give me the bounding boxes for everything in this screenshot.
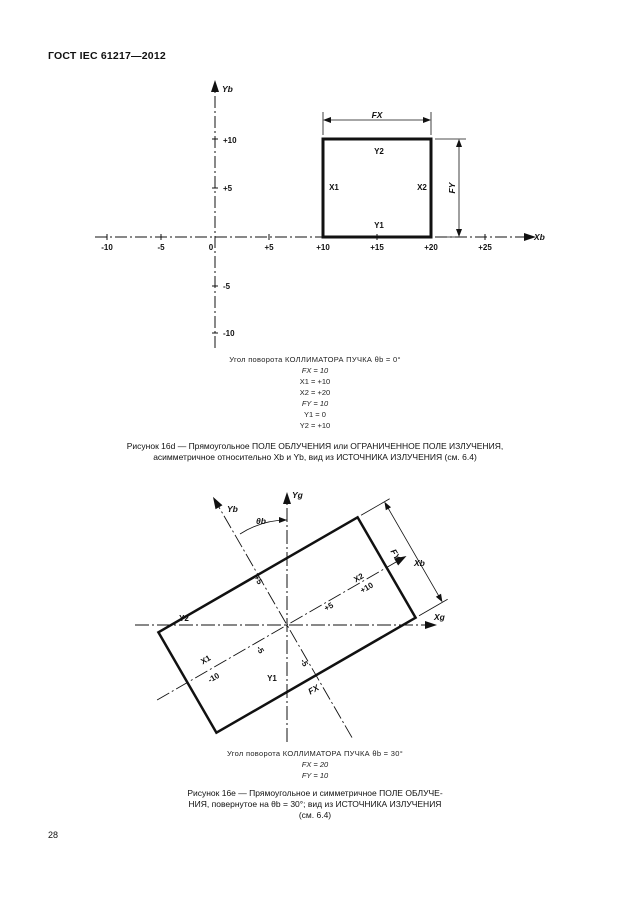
xg-axis-label: Xg xyxy=(434,612,445,622)
x2-label: X2 xyxy=(417,183,427,192)
x-tick-label: 0 xyxy=(208,243,214,252)
parameter-line: FY = 10 xyxy=(301,399,329,408)
x1-label: X1 xyxy=(199,653,213,667)
caption-line: НИЯ, повернутое на θb = 30°; вид из ИСТОЧНИКА ИЗЛУЧЕНИЯ xyxy=(188,799,442,809)
xb-axis-label: Xb xyxy=(534,232,545,242)
x-tick-label: +25 xyxy=(478,243,492,252)
xb-axis-label: Xb xyxy=(414,558,425,568)
tick-b-neg: -5 xyxy=(298,657,310,669)
y-tick-label: -10 xyxy=(223,329,235,338)
tick-minus10: -10 xyxy=(206,671,222,685)
y-tick-label: +10 xyxy=(223,136,237,145)
parameter-title: Угол поворота КОЛЛИМАТОРА ПУЧКА θb = 30° xyxy=(227,749,403,758)
parameter-line: FY = 10 xyxy=(301,771,329,780)
y-tick-label: -5 xyxy=(223,282,231,291)
y2-label: Y2 xyxy=(374,147,384,156)
page-header: ГОСТ IEC 61217—2012 xyxy=(48,50,166,62)
tick-plus5: +5 xyxy=(322,600,335,614)
y2-label: Y2 xyxy=(179,614,189,623)
yg-axis-label: Yg xyxy=(292,490,303,500)
parameter-line: Y1 = 0 xyxy=(304,410,326,419)
fx-label: FX xyxy=(306,682,321,697)
x1-label: X1 xyxy=(329,183,339,192)
x-tick-label: -10 xyxy=(101,243,113,252)
page-number: 28 xyxy=(48,830,59,840)
x-tick-label: +10 xyxy=(316,243,330,252)
fx-label: FX xyxy=(371,110,383,120)
figure-16e-caption xyxy=(80,788,550,821)
yb-axis xyxy=(217,504,352,738)
fy-label: FY xyxy=(447,182,457,194)
parameter-title: Угол поворота КОЛЛИМАТОРА ПУЧКА θb = 0° xyxy=(229,355,401,364)
caption-line: Рисунок 16е — Прямоугольное и симметричное ПОЛЕ ОБЛУЧЕ- xyxy=(187,788,443,798)
parameter-line: Y2 = +10 xyxy=(299,421,331,430)
parameter-line: X2 = +20 xyxy=(299,388,331,397)
parameter-line: FX = 20 xyxy=(301,760,329,769)
x2-label: X2 xyxy=(352,571,366,585)
y-tick-label: +5 xyxy=(223,184,233,193)
yb-axis-label: Yb xyxy=(222,84,233,94)
caption-line: (см. 6.4) xyxy=(298,810,332,820)
x-tick-label: -5 xyxy=(157,243,165,252)
x-tick-label: +5 xyxy=(264,243,274,252)
fy-label: FY xyxy=(388,547,403,562)
caption-line: асимметричное относительно Xb и Yb, вид из ИСТОЧНИКА ИЗЛУЧЕНИЯ (см. 6.4) xyxy=(153,452,477,462)
caption-line: Рисунок 16d — Прямоугольное ПОЛЕ ОБЛУЧЕНИЯ или ОГРАНИЧЕННОЕ ПОЛЕ ИЗЛУЧЕНИЯ, xyxy=(126,441,504,451)
figure-16e-parameters xyxy=(200,748,430,781)
tick-minus5: -5 xyxy=(254,644,266,656)
tick-plus10: +10 xyxy=(358,580,375,596)
yb-axis-label: Yb xyxy=(227,504,238,514)
y1-label: Y1 xyxy=(374,221,384,230)
xb-axis xyxy=(157,560,399,700)
parameter-line: X1 = +10 xyxy=(299,377,331,386)
parameter-line: FX = 10 xyxy=(301,366,329,375)
x-tick-label: +20 xyxy=(424,243,438,252)
tick-b-pos: +5 xyxy=(251,573,265,586)
x-tick-label: +15 xyxy=(370,243,384,252)
y1-label: Y1 xyxy=(267,674,277,683)
angle-label: θb xyxy=(256,516,266,526)
